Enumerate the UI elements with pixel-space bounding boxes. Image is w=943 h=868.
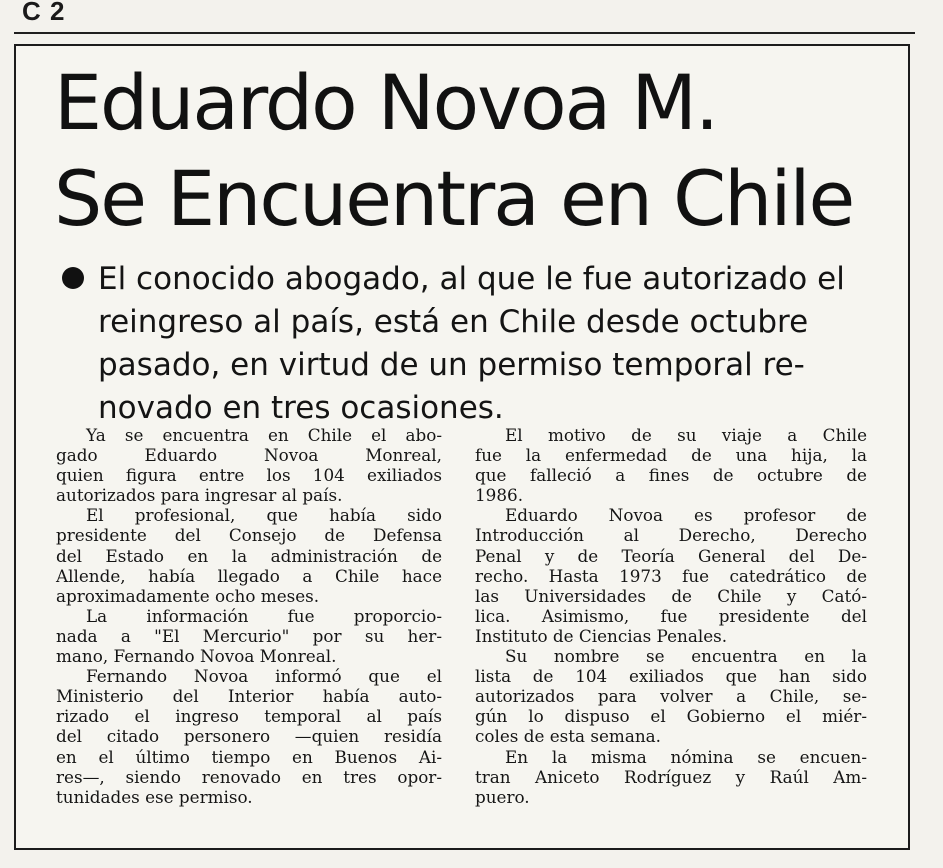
body-column-right [475,425,867,807]
body-line: Instituto de Ciencias Penales. [475,625,728,646]
body-line: El profesional, que había sido [86,505,442,526]
body-line: Introducción al Derecho, Derecho [475,525,867,546]
body-line: aproximadamente ocho meses. [56,585,320,606]
body-line: En la misma nómina se encuen- [505,746,867,767]
body-line: quien figura entre los 104 exiliados [56,465,442,486]
headline [54,55,894,247]
body-line: El motivo de su viaje a Chile [505,425,867,445]
headline-line-1: Eduardo Novoa M. [54,58,718,147]
body-line: Ministerio del Interior había auto- [56,686,442,707]
body-column-left [56,425,442,807]
dek-line: reingreso al país, está en Chile desde octubre [98,304,809,340]
body-line: Ya se encuentra en Chile el abo- [86,425,442,445]
body-line: Penal y de Teoría General del De- [475,545,867,566]
body-line: gún lo dispuso el Gobierno el miér- [475,706,867,727]
dek-summary [62,258,882,430]
top-rule [14,32,915,34]
body-line: Su nombre se encuentra en la [505,646,867,667]
body-line: lista de 104 exiliados que han sido [475,666,867,687]
body-line: fue la enfermedad de una hija, la [475,445,867,466]
page-number: C 2 [22,0,66,26]
body-line: recho. Hasta 1973 fue catedrático de [475,565,867,586]
body-line: nada a "El Mercurio" por su her- [56,625,442,646]
body-line: 1986. [475,485,524,506]
body-line: del Estado en la administración de [56,545,442,566]
body-line: las Universidades de Chile y Cató- [475,585,867,606]
body-line: Eduardo Novoa es profesor de [505,505,867,526]
body-line: Allende, había llegado a Chile hace [56,565,442,586]
dek-line: novado en tres ocasiones. [98,390,504,426]
body-line: gado Eduardo Novoa Monreal, [56,445,442,466]
body-line: que falleció a fines de octubre de [475,465,867,486]
body-line: rizado el ingreso temporal al país [56,706,442,727]
body-line: del citado personero —quien residía [56,726,442,747]
dek-line: pasado, en virtud de un permiso temporal re- [98,347,805,383]
bullet-icon [62,267,84,289]
body-line: mano, Fernando Novoa Monreal. [56,646,337,667]
body-line: autorizados para volver a Chile, se- [475,686,867,707]
body-line: La información fue proporcio- [86,605,442,626]
body-line: coles de esta semana. [475,726,661,747]
headline-line-2: Se Encuentra en Chile [54,154,854,243]
body-line: res—, siendo renovado en tres opor- [56,766,442,787]
body-line: tran Aniceto Rodríguez y Raúl Am- [475,766,867,787]
body-line: Fernando Novoa informó que el [86,666,442,687]
body-line: en el último tiempo en Buenos Ai- [56,746,442,767]
body-line: presidente del Consejo de Defensa [56,525,442,546]
body-line: puero. [475,786,530,807]
body-line: autorizados para ingresar al país. [56,485,343,506]
body-line: tunidades ese permiso. [56,786,253,807]
dek-line: El conocido abogado, al que le fue autorizado el [98,261,845,297]
body-line: lica. Asimismo, fue presidente del [475,605,867,626]
